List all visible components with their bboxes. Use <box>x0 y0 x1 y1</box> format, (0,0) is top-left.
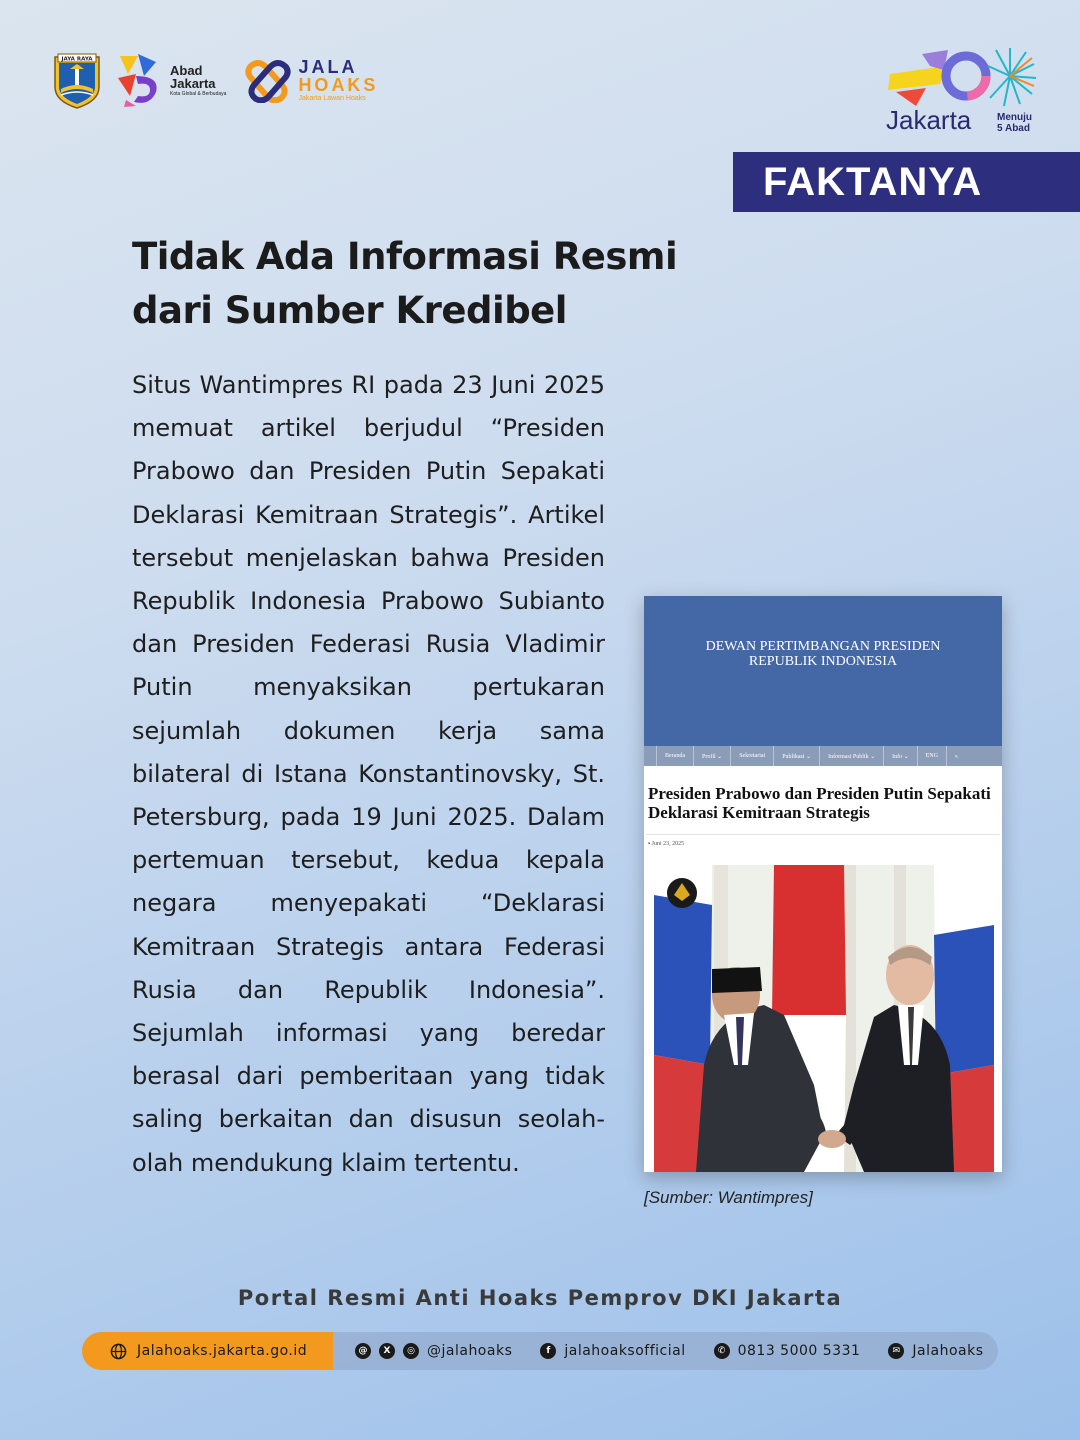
contact-bar <box>82 1332 998 1370</box>
x-icon: X <box>379 1343 395 1359</box>
partner-logos <box>52 48 378 112</box>
jakarta500-word: Jakarta <box>886 105 972 135</box>
screenshot-article-title: Presiden Prabowo dan Presiden Putin Sepakati Deklarasi Kemitraan Strategis <box>648 784 991 822</box>
chat-link[interactable] <box>888 1343 983 1359</box>
threads-icon: @ <box>355 1343 371 1359</box>
jala-hoaks-icon <box>244 57 292 103</box>
article-body: Situs Wantimpres RI pada 23 Juni 2025 memuat artikel berjudul “Presiden Prabowo dan Presiden Putin Sepakati Deklarasi Kemitraan Strategis”. Artikel tersebut menjelaskan bahwa Presiden Republik Indonesia Prabowo Subianto dan Presiden Federasi Rusia Vladimir Putin menyaksikan pertukaran sejumlah dokumen kerja sama bilateral di Istana Konstantinovsky, St. Petersburg, pada 19 Juni 2025. Dalam pertemuan tersebut, kedua kepala negara menyepakati “Deklarasi Kemitraan Strategis antara Federasi Rusia dan Republik Indonesia”. Sejumlah informasi yang beredar berasal dari pemberitaan yang tidak saling berkaitan dan disusun seolah-olah mendukung klaim tertentu. <box>132 371 605 1177</box>
search-icon <box>946 746 966 766</box>
portal-tagline: Portal Resmi Anti Hoaks Pemprov DKI Jakarta <box>237 1286 843 1310</box>
article-photo <box>654 865 994 1172</box>
calendar-icon: ▪ <box>648 841 651 847</box>
nav-item-eng: ENG <box>917 746 946 766</box>
nav-item-info: Info ⌄ <box>883 746 917 766</box>
social-handle-text: @jalahoaks <box>427 1343 513 1359</box>
org-line2: REPUBLIK INDONESIA <box>748 654 898 669</box>
abad-jakarta-icon <box>116 52 164 108</box>
jala-tagline: Jakarta Lawan Hoaks <box>298 95 366 102</box>
jakarta-500-mark <box>886 44 1036 114</box>
nav-item-publikasi: Publikasi ⌄ <box>773 746 819 766</box>
nav-item-informasi-publik: Informasi Publik ⌄ <box>819 746 883 766</box>
whatsapp-icon: ✆ <box>714 1343 730 1359</box>
source-caption: [Sumber: Wantimpres] <box>644 1188 813 1207</box>
abad-tagline: Kota Global & Berbudaya <box>170 90 227 97</box>
jakarta500-small1: Menuju <box>997 112 1032 123</box>
jakarta500-small2: 5 Abad <box>997 122 1030 134</box>
source-screenshot <box>644 596 1002 1172</box>
jala-line2: HOAKS <box>298 75 379 95</box>
abad-jakarta-logo <box>116 52 226 108</box>
handshake-photo <box>654 865 994 1172</box>
org-line1: DEWAN PERTIMBANGAN PRESIDEN <box>705 639 941 654</box>
social-handles-link[interactable] <box>355 1343 512 1359</box>
globe-icon <box>110 1343 127 1360</box>
abad-line2: Jakarta <box>170 75 216 91</box>
nav-item-profil: Profil ⌄ <box>693 746 730 766</box>
faktanya-badge: FAKTANYA <box>733 152 1080 212</box>
jakarta500-small <box>997 113 1032 134</box>
screenshot-nav <box>644 746 1002 766</box>
whatsapp-link[interactable] <box>714 1343 861 1359</box>
instagram-icon: ◎ <box>403 1343 419 1359</box>
emblem-motto: JAYA RAYA <box>61 56 93 63</box>
jakarta-500-logo <box>886 44 1036 136</box>
chat-text: Jalahoaks <box>912 1343 984 1359</box>
whatsapp-text: 0813 5000 5331 <box>737 1343 861 1359</box>
screenshot-org-name <box>706 639 941 669</box>
screenshot-date-text: Juni 23, 2025 <box>651 841 685 847</box>
page-title: Tidak Ada Informasi Resmi dari Sumber Kredibel <box>132 235 678 332</box>
facebook-text: jalahoaksofficial <box>564 1343 686 1359</box>
facebook-icon: f <box>540 1343 556 1359</box>
nav-item-sekretariat: Sekretariat <box>730 746 773 766</box>
website-text: Jalahoaks.jakarta.go.id <box>137 1343 308 1359</box>
website-link[interactable] <box>82 1332 333 1370</box>
dki-jakarta-emblem <box>52 51 102 109</box>
chat-bubble-icon: ✉ <box>888 1343 904 1359</box>
jala-line1: JALA <box>298 57 358 77</box>
nav-item-beranda: Beranda <box>656 746 693 766</box>
screenshot-header <box>644 596 1002 746</box>
jala-hoaks-logo <box>244 57 378 103</box>
abad-line1: Abad <box>170 62 203 78</box>
screenshot-date <box>644 835 1002 847</box>
facebook-link[interactable] <box>540 1343 685 1359</box>
